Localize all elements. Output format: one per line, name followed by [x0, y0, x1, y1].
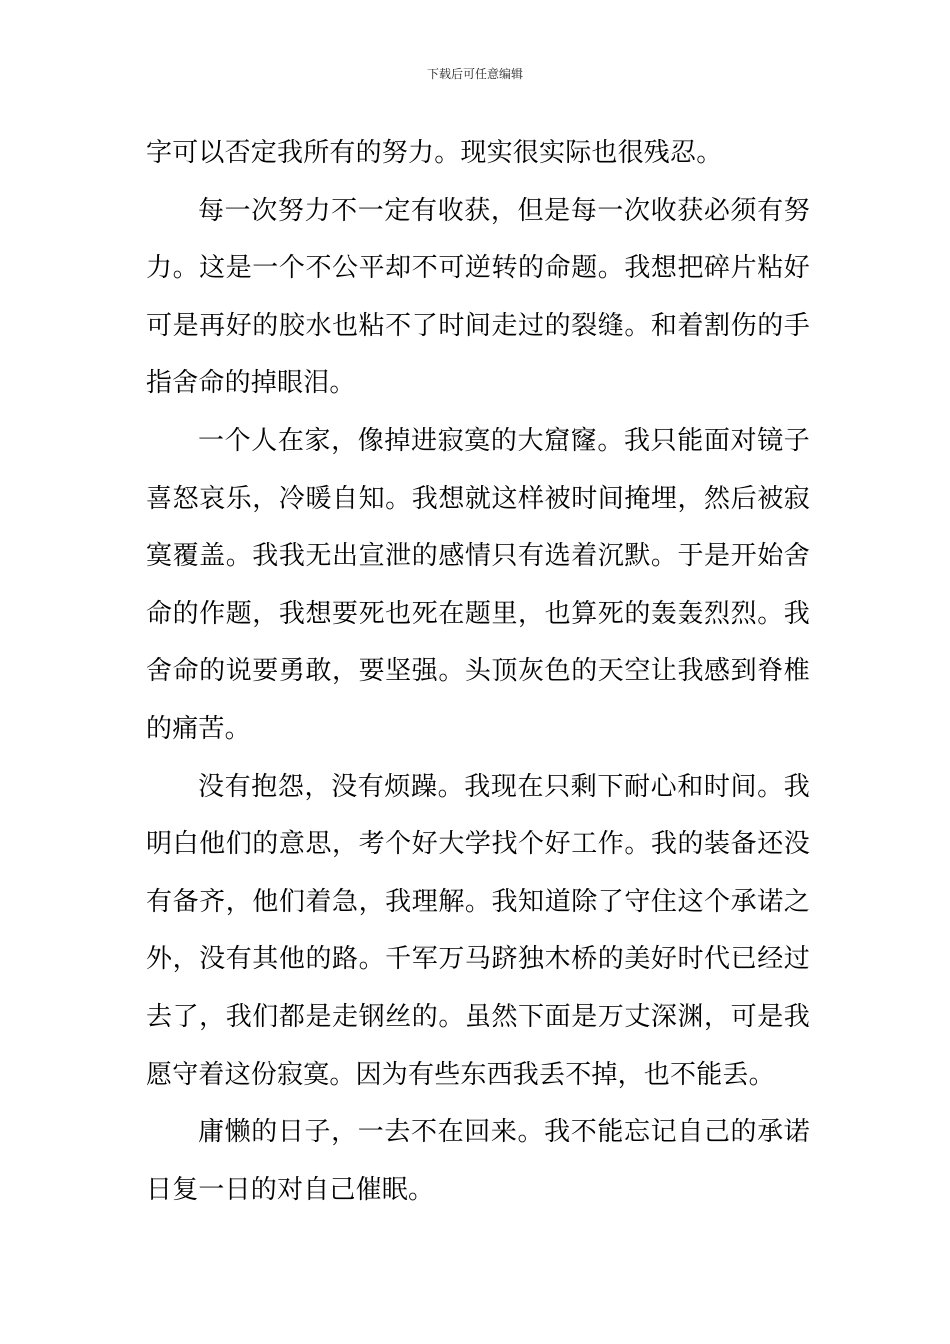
document-body	[146, 125, 810, 1219]
page-header: 下载后可任意编辑	[426, 67, 523, 81]
paragraph-3: 一个人在家，像掉进寂寞的大窟窿。我只能面对镜子喜怒哀乐，冷暖自知。我想就这样被时间掩埋，然后被寂寞覆盖。我我无出宣泄的感情只有选着沉默。于是开始舍命的作题，我想要死也死在题里，也算死的轰轰烈烈。我舍命的说要勇敢，要坚强。头顶灰色的天空让我感到脊椎的痛苦。	[146, 425, 810, 744]
paragraph-5: 庸懒的日子，一去不在回来。我不能忘记自己的承诺日复一日的对自己催眠。	[146, 1117, 810, 1205]
paragraph-1: 字可以否定我所有的努力。现实很实际也很残忍。	[146, 138, 723, 168]
paragraph-4: 没有抱怨，没有烦躁。我现在只剩下耐心和时间。我明白他们的意思，考个好大学找个好工作。我的装备还没有备齐，他们着急，我理解。我知道除了守住这个承诺之外，没有其他的路。千军万马跻独木桥的美好时代已经过去了，我们都是走钢丝的。虽然下面是万丈深渊，可是我愿守着这份寂寞。因为有些东西我丢不掉，也不能丢。	[146, 771, 810, 1090]
paragraph-2: 每一次努力不一定有收获，但是每一次收获必须有努力。这是一个不公平却不可逆转的命题。我想把碎片粘好可是再好的胶水也粘不了时间走过的裂缝。和着割伤的手指舍命的掉眼泪。	[146, 195, 810, 399]
